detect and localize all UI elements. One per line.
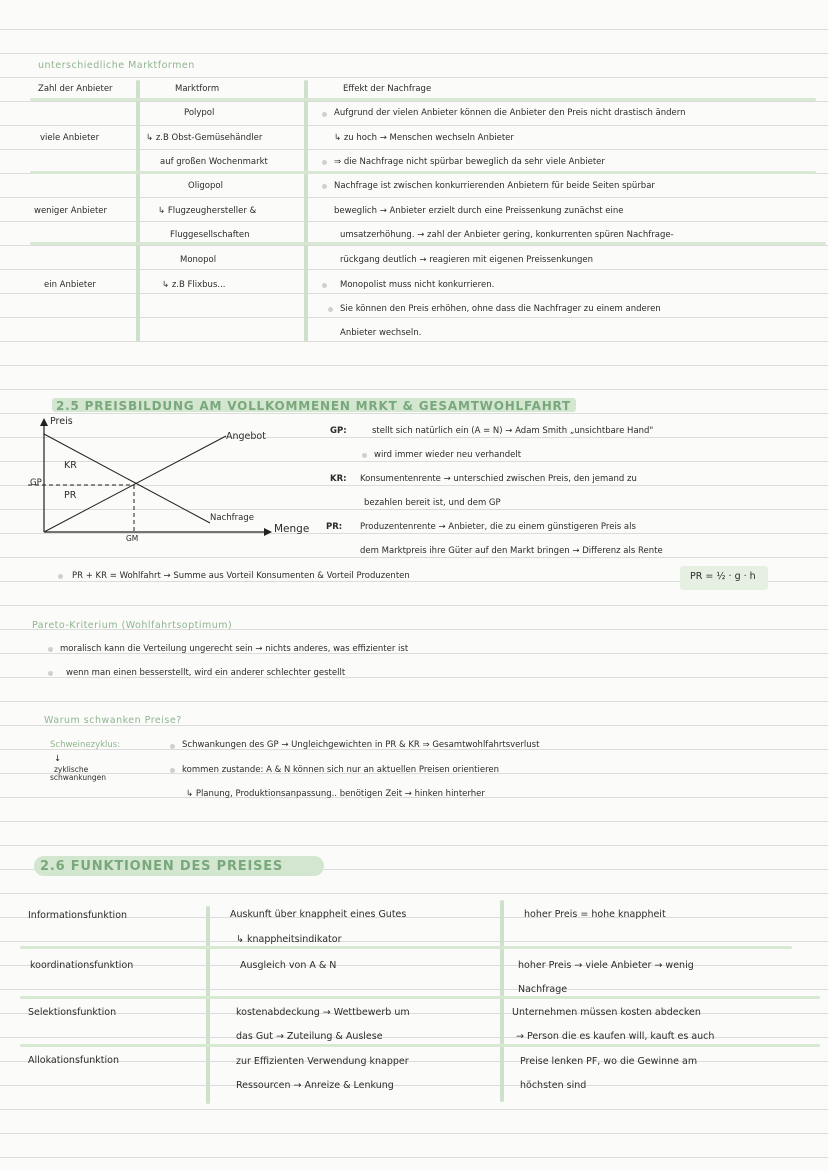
graph-pr-label: PR bbox=[64, 490, 77, 501]
zyklisch-label: zyklische bbox=[54, 765, 89, 774]
demand-curve bbox=[44, 434, 210, 523]
bullet bbox=[170, 744, 175, 749]
funktion-desc: Auskunft über knappheit eines Gutes bbox=[230, 909, 407, 920]
wohlfahrt-line: PR + KR = Wohlfahrt → Summe aus Vorteil Konsumenten & Vorteil Produzenten bbox=[72, 571, 410, 581]
bullet bbox=[170, 768, 175, 773]
row-effekt-line: beweglich → Anbieter erzielt durch eine Preissenkung zunächst eine bbox=[334, 206, 624, 216]
bullet bbox=[362, 453, 367, 458]
graph-x-label: Menge bbox=[274, 523, 310, 535]
table-rule bbox=[20, 1044, 820, 1047]
funktion-example: Unternehmen müssen kosten abdecken bbox=[512, 1007, 701, 1018]
funktion-desc: ↳ knappheitsindikator bbox=[236, 934, 342, 945]
table-rule bbox=[20, 996, 820, 999]
row-effekt-line: Anbieter wechseln. bbox=[340, 328, 422, 338]
funktion-desc: Ausgleich von A & N bbox=[240, 960, 337, 971]
funktion-example: hoher Preis → viele Anbieter → wenig bbox=[518, 960, 694, 971]
row-form-line: Polypol bbox=[184, 108, 215, 118]
table-rule bbox=[20, 946, 792, 949]
note-line: Konsumentenrente → unterschied zwischen Preis, den jemand zu bbox=[360, 474, 637, 484]
section-title-2-6: 2.6 FUNKTIONEN DES PREISES bbox=[40, 859, 284, 874]
note-line: Produzentenrente → Anbieter, die zu einem günstigeren Preis als bbox=[360, 522, 636, 532]
graph-gm-label: GM bbox=[126, 534, 139, 543]
header-anbieter: Zahl der Anbieter bbox=[38, 84, 113, 94]
funktion-desc: Ressourcen → Anreize & Lenkung bbox=[236, 1080, 394, 1091]
row-anbieter: viele Anbieter bbox=[40, 133, 100, 143]
down-arrow-icon: ↓ bbox=[54, 754, 62, 764]
pareto-item: wenn man einen besserstellt, wird ein anderer schlechter gestellt bbox=[66, 668, 346, 678]
header-effekt: Effekt der Nachfrage bbox=[343, 84, 432, 94]
graph-gp-label: GP bbox=[30, 478, 42, 488]
row-effekt-line: ↳ zu hoch → Menschen wechseln Anbieter bbox=[334, 133, 514, 143]
row-effekt-line: Sie können den Preis erhöhen, ohne dass die Nachfrager zu einem anderen bbox=[340, 304, 661, 314]
bullet bbox=[322, 283, 327, 288]
graph-kr-label: KR bbox=[64, 460, 77, 471]
bullet bbox=[48, 647, 53, 652]
funktion-desc: zur Effizienten Verwendung knapper bbox=[236, 1056, 409, 1067]
row-form-line: Fluggesellschaften bbox=[170, 230, 250, 240]
table-rule bbox=[30, 98, 816, 101]
funktion-example: → Person die es kaufen will, kauft es auch bbox=[516, 1031, 715, 1042]
row-effekt-line: ⇒ die Nachfrage nicht spürbar beweglich da sehr viele Anbieter bbox=[334, 157, 605, 167]
funktion-example: Preise lenken PF, wo die Gewinne am bbox=[520, 1056, 698, 1067]
row-form-line: Monopol bbox=[180, 255, 217, 265]
bullet bbox=[322, 160, 327, 165]
row-anbieter: ein Anbieter bbox=[44, 280, 96, 290]
graph-supply-label: Angebot bbox=[226, 431, 266, 442]
funktion-example: Nachfrage bbox=[518, 984, 568, 995]
note-line: bezahlen bereit ist, und dem GP bbox=[364, 498, 501, 508]
zyklisch-label: schwankungen bbox=[50, 773, 107, 782]
table-divider bbox=[304, 80, 308, 342]
schwanken-title: Warum schwanken Preise? bbox=[44, 715, 182, 726]
bullet bbox=[48, 671, 53, 676]
schwanken-item: Schwankungen des GP → Ungleichgewichten in PR & KR ⇒ Gesamtwohlfahrtsverlust bbox=[182, 740, 540, 750]
table-rule bbox=[30, 171, 816, 174]
funktion-desc: kostenabdeckung → Wettbewerb um bbox=[236, 1007, 410, 1018]
pareto-title: Pareto-Kriterium (Wohlfahrtsoptimum) bbox=[32, 620, 233, 631]
schwanken-item: ↳ Planung, Produktionsanpassung.. benötigen Zeit → hinken hinterher bbox=[186, 789, 485, 799]
row-form-line: auf großen Wochenmarkt bbox=[160, 157, 268, 167]
funktion-example: hoher Preis = hohe knappheit bbox=[524, 909, 666, 920]
bullet bbox=[322, 184, 327, 189]
table-divider bbox=[136, 80, 140, 342]
note-line: dem Marktpreis ihre Güter auf den Markt bringen → Differenz als Rente bbox=[360, 546, 663, 556]
pareto-item: moralisch kann die Verteilung ungerecht sein → nichts anderes, was effizienter ist bbox=[60, 644, 409, 654]
row-effekt-line: Aufgrund der vielen Anbieter können die Anbieter den Preis nicht drastisch ändern bbox=[334, 108, 686, 118]
row-anbieter: weniger Anbieter bbox=[34, 206, 107, 216]
section-title-2-5: 2.5 PREISBILDUNG AM VOLLKOMMENEN MRKT & GESAMTWOHLFAHRT bbox=[56, 399, 572, 413]
funktion-name: koordinationsfunktion bbox=[30, 960, 134, 971]
formula-text: PR = ½ · g · h bbox=[690, 571, 756, 582]
table-divider bbox=[500, 900, 504, 1102]
row-effekt-line: Monopolist muss nicht konkurrieren. bbox=[340, 280, 495, 290]
row-form-line: ↳ Flugzeughersteller & bbox=[158, 206, 257, 216]
schweinezyklus-key: Schweinezyklus: bbox=[50, 740, 121, 750]
bullet bbox=[58, 574, 63, 579]
row-effekt-line: umsatzerhöhung. → zahl der Anbieter gering, konkurrenten spüren Nachfrage- bbox=[340, 230, 674, 240]
note-key: PR: bbox=[326, 522, 343, 532]
table-rule bbox=[30, 242, 826, 245]
funktion-example: höchsten sind bbox=[520, 1080, 587, 1091]
note-line: stellt sich natürlich ein (A = N) → Adam Smith „unsichtbare Hand" bbox=[372, 426, 654, 436]
row-form-line: ↳ z.B Obst-Gemüsehändler bbox=[146, 133, 263, 143]
note-key: GP: bbox=[330, 426, 347, 436]
x-axis-arrow bbox=[264, 528, 272, 536]
graph-y-label: Preis bbox=[50, 416, 73, 427]
table-divider bbox=[206, 906, 210, 1104]
row-form-line: ↳ z.B Flixbus... bbox=[162, 280, 226, 290]
marktformen-title: unterschiedliche Marktformen bbox=[38, 60, 195, 71]
funktion-desc: das Gut → Zuteilung & Auslese bbox=[236, 1031, 383, 1042]
note-key: KR: bbox=[330, 474, 347, 484]
bullet bbox=[322, 112, 327, 117]
header-marktform: Marktform bbox=[175, 84, 220, 94]
graph-demand-label: Nachfrage bbox=[210, 513, 254, 523]
row-effekt-line: rückgang deutlich → reagieren mit eigenen Preissenkungen bbox=[340, 255, 593, 265]
supply-curve bbox=[44, 436, 226, 532]
y-axis-arrow bbox=[40, 418, 48, 426]
note-line: wird immer wieder neu verhandelt bbox=[374, 450, 522, 460]
row-effekt-line: Nachfrage ist zwischen konkurrierenden Anbietern für beide Seiten spürbar bbox=[334, 181, 655, 191]
schwanken-item: kommen zustande: A & N können sich nur an aktuellen Preisen orientieren bbox=[182, 765, 500, 775]
funktion-name: Selektionsfunktion bbox=[28, 1007, 117, 1018]
row-form-line: Oligopol bbox=[188, 181, 223, 191]
funktion-name: Allokationsfunktion bbox=[28, 1055, 119, 1066]
bullet bbox=[328, 307, 333, 312]
funktion-name: Informationsfunktion bbox=[28, 910, 128, 921]
